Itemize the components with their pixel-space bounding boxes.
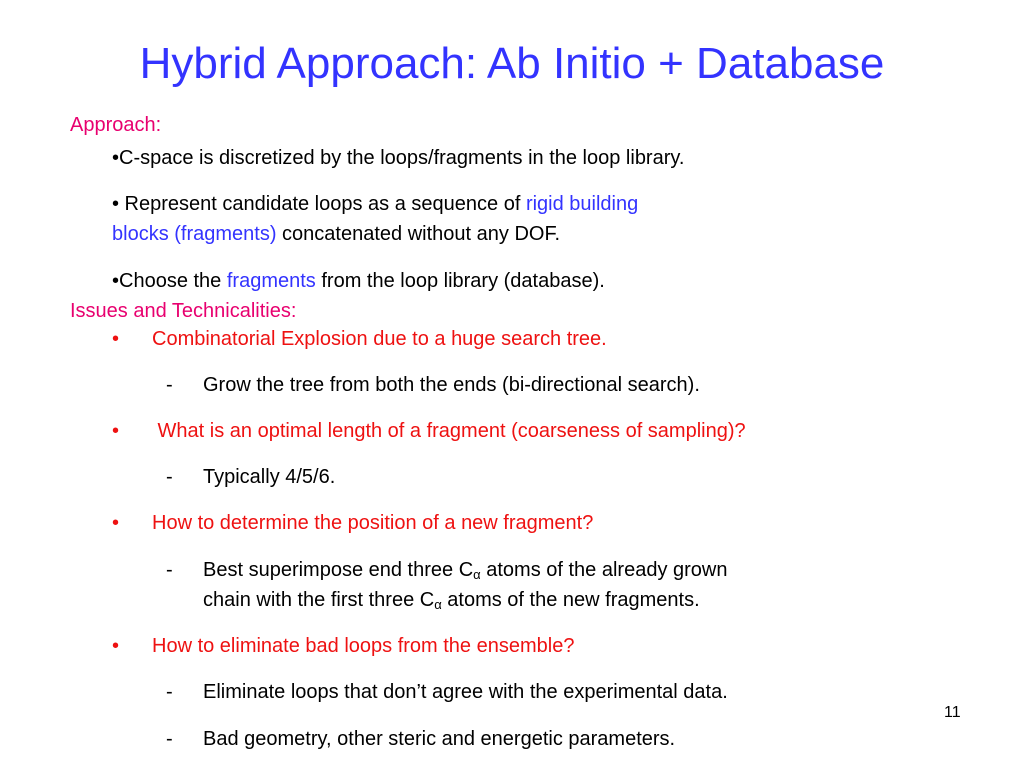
issue-4-sub-1 bbox=[0, 677, 1024, 707]
rigid-building-highlight: rigid building bbox=[525, 193, 639, 215]
issue-bullet-4-text: How to eliminate bad loops from the ensemble? bbox=[152, 635, 575, 657]
bullet-marker: • bbox=[112, 420, 120, 442]
dash-marker: - bbox=[166, 681, 173, 703]
alpha-subscript: α bbox=[434, 597, 442, 612]
dash-marker: - bbox=[166, 374, 173, 396]
slide-title: Hybrid Approach: Ab Initio + Database bbox=[139, 39, 885, 88]
approach-point-3-text-end: from the loop library (database). bbox=[315, 270, 605, 292]
issue-1-sub-1 bbox=[0, 370, 1024, 400]
bullet-marker: • bbox=[112, 328, 120, 350]
fragments-highlight: fragments bbox=[226, 270, 316, 292]
issue-3-sub-1-text-b: atoms of the already grown bbox=[480, 559, 728, 581]
issue-bullet-2-text: What is an optimal length of a fragment (coarseness of sampling)? bbox=[152, 420, 746, 442]
approach-point-3-text: •Choose the bbox=[112, 270, 227, 292]
issue-3-sub-1 bbox=[0, 555, 1024, 617]
issue-bullet-2 bbox=[0, 417, 1024, 445]
approach-point-2 bbox=[112, 189, 972, 249]
issue-3-sub-1-text-d: atoms of the new fragments. bbox=[441, 589, 700, 611]
approach-point-2-text-end: concatenated without any DOF. bbox=[276, 223, 560, 245]
page-number: 11 bbox=[944, 704, 961, 721]
issue-bullet-3-text: How to determine the position of a new fragment? bbox=[152, 512, 594, 534]
issue-4-sub-2-text: Bad geometry, other steric and energetic parameters. bbox=[203, 728, 676, 750]
approach-point-1 bbox=[112, 143, 972, 173]
approach-point-3 bbox=[112, 266, 972, 296]
issue-2-sub-1-text: Typically 4/5/6. bbox=[203, 466, 336, 488]
approach-point-1-text: •C-space is discretized by the loops/fragments in the loop library. bbox=[112, 147, 685, 169]
approach-heading: Approach: bbox=[70, 114, 162, 136]
issue-3-sub-1-text-a: Best superimpose end three C bbox=[203, 559, 474, 581]
dash-marker: - bbox=[166, 466, 173, 488]
bullet-marker: • bbox=[112, 512, 120, 534]
issue-bullet-4 bbox=[0, 632, 1024, 660]
issue-3-sub-1-line-2 bbox=[203, 585, 700, 620]
issue-bullet-3 bbox=[0, 509, 1024, 537]
issues-heading: Issues and Technicalities: bbox=[70, 300, 297, 322]
issue-4-sub-2 bbox=[0, 724, 1024, 754]
issue-bullet-1 bbox=[0, 325, 1024, 353]
dash-marker: - bbox=[166, 728, 173, 750]
bullet-marker: • bbox=[112, 635, 120, 657]
issue-2-sub-1 bbox=[0, 462, 1024, 492]
dash-marker: - bbox=[166, 559, 173, 581]
issue-3-sub-1-text-c: chain with the first three C bbox=[203, 589, 435, 611]
approach-point-2-text: • Represent candidate loops as a sequence of bbox=[112, 193, 526, 215]
alpha-subscript: α bbox=[473, 567, 481, 582]
issue-bullet-1-text: Combinatorial Explosion due to a huge search tree. bbox=[152, 328, 607, 350]
issue-1-sub-1-text: Grow the tree from both the ends (bi-directional search). bbox=[203, 374, 700, 396]
blocks-fragments-highlight: blocks (fragments) bbox=[112, 223, 277, 245]
issue-4-sub-1-text: Eliminate loops that don’t agree with the experimental data. bbox=[203, 681, 728, 703]
